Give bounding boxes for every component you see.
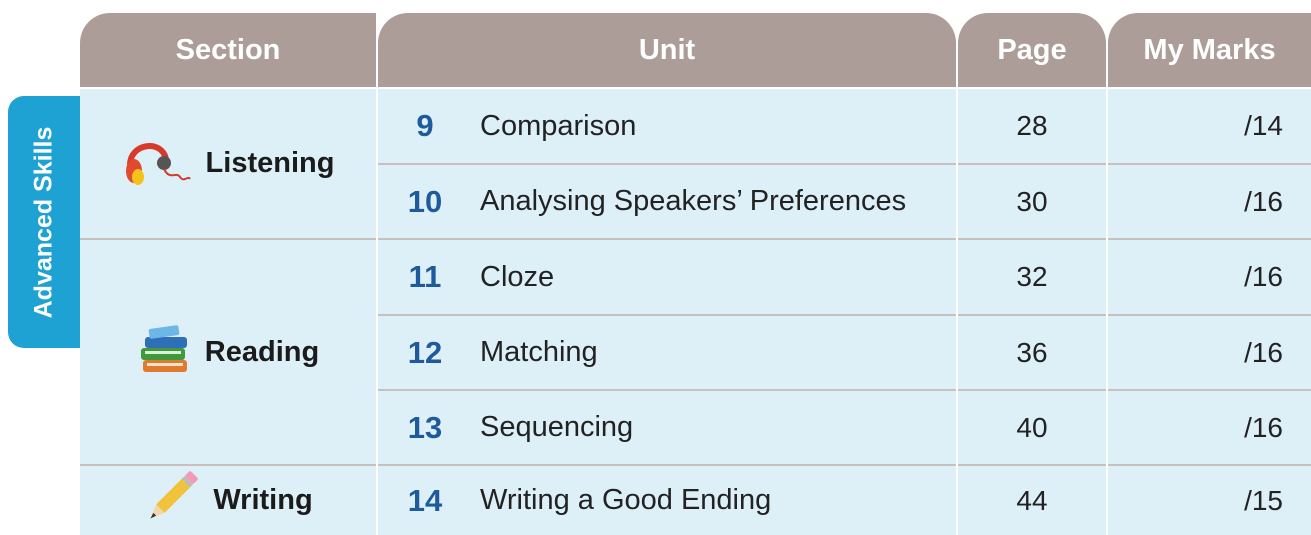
column-divider — [956, 89, 958, 535]
advanced-skills-label: Advanced Skills — [29, 126, 58, 318]
marks-value: /16 — [1244, 411, 1283, 443]
unit-number: 11 — [408, 259, 442, 294]
table-row — [0, 165, 1311, 238]
section-label: Writing — [213, 484, 313, 516]
header-marks — [1108, 13, 1311, 87]
section-label: Listening — [205, 147, 335, 179]
marks-value: /16 — [1244, 336, 1283, 368]
marks-value: /15 — [1244, 484, 1283, 516]
marks-value: /14 — [1244, 110, 1283, 141]
table-row — [0, 316, 1311, 389]
table-row — [0, 466, 1311, 535]
header-section — [80, 13, 376, 87]
header-section-label: Section — [175, 33, 281, 66]
marks-value: /16 — [1244, 185, 1283, 217]
page-number: 40 — [1016, 411, 1048, 443]
unit-title[interactable]: Matching — [480, 336, 598, 368]
unit-title[interactable]: Sequencing — [480, 411, 634, 443]
unit-title[interactable]: Comparison — [480, 109, 637, 142]
table-row — [0, 391, 1311, 464]
header-unit — [378, 13, 956, 87]
page-number: 32 — [1016, 261, 1048, 292]
page-number: 36 — [1016, 336, 1048, 368]
page-number: 30 — [1016, 185, 1048, 217]
unit-number: 10 — [407, 183, 443, 219]
page-number: 44 — [1016, 484, 1048, 516]
header-page — [958, 13, 1106, 87]
marks-value: /16 — [1244, 261, 1283, 292]
unit-number: 14 — [407, 482, 443, 518]
header-marks-label: My Marks — [1143, 33, 1276, 66]
unit-title[interactable]: Writing a Good Ending — [480, 484, 772, 516]
page-number: 28 — [1016, 110, 1048, 141]
column-divider — [1106, 89, 1108, 535]
unit-title[interactable]: Analysing Speakers’ Preferences — [480, 185, 907, 217]
unit-number: 12 — [407, 334, 443, 370]
table-row — [0, 89, 1311, 163]
unit-title[interactable]: Cloze — [480, 260, 555, 293]
unit-number: 13 — [407, 409, 443, 445]
table-row — [0, 240, 1311, 314]
header-page-label: Page — [997, 33, 1067, 66]
header-unit-label: Unit — [638, 33, 696, 66]
column-divider — [376, 89, 378, 535]
unit-number: 9 — [416, 108, 434, 143]
section-label: Reading — [204, 335, 320, 368]
